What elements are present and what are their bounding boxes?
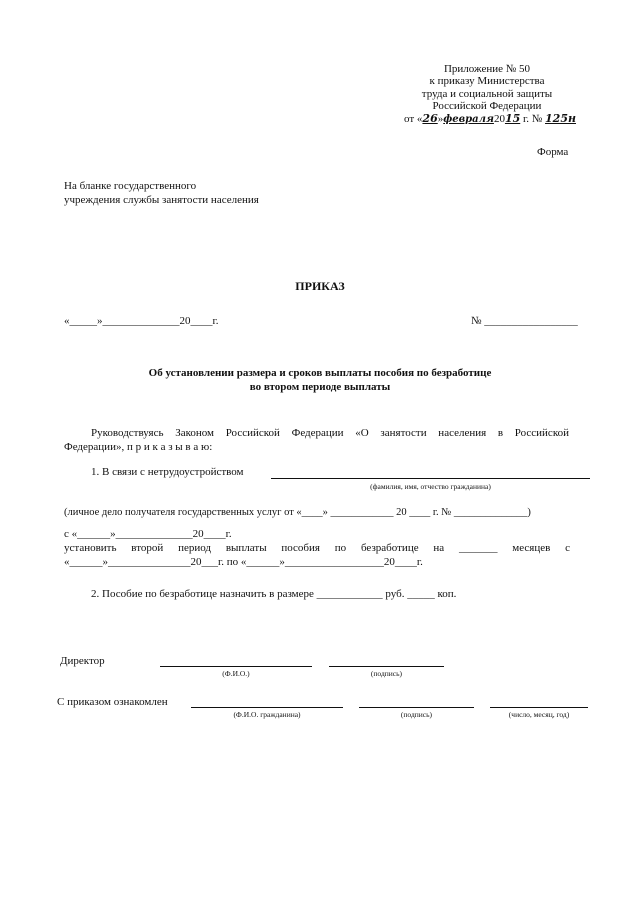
- appendix-date-year-tail: г. №: [520, 113, 543, 125]
- director-sign-caption: (подпись): [370, 669, 403, 678]
- item1-caption: (фамилия, имя, отчество гражданина): [370, 482, 491, 491]
- subject-line-1: Об установлении размера и сроков выплаты пособия по безработице: [148, 367, 492, 379]
- appendix-date-prefix: от «: [404, 113, 423, 125]
- appendix-line-4: Российской Федерации: [432, 100, 542, 112]
- appendix-order-number: 125н: [545, 112, 577, 125]
- order-number: № _________________: [471, 315, 578, 327]
- appendix-line-1: Приложение № 50: [443, 63, 531, 75]
- blank-line-2: учреждения службы занятости населения: [64, 194, 259, 206]
- appendix-date-month: февраля: [443, 114, 494, 125]
- director-sign-line: [329, 666, 444, 667]
- ack-sign-line: [359, 707, 474, 708]
- appendix-date-year-prefix: 20: [493, 113, 505, 125]
- establish-line: установить второй период выплаты пособия по безработице на _______ месяцев с: [64, 542, 570, 554]
- item1-name-line: [271, 478, 590, 479]
- ack-fio-caption: (Ф.И.О. гражданина): [233, 710, 301, 719]
- appendix-line-3: труда и социальной защиты: [421, 88, 553, 100]
- ack-label: С приказом ознакомлен: [57, 696, 168, 708]
- appendix-date-day: 26: [422, 112, 438, 125]
- ack-date-caption: (число, месяц, год): [508, 710, 570, 719]
- period-line: «______»_______________20___г. по «______»__________________20____г.: [64, 556, 423, 568]
- para1-line-2: Федерации», п р и к а з ы в а ю:: [64, 441, 213, 453]
- case-line: (личное дело получателя государственных услуг от «____» ____________ 20 ____ г. № ______________): [64, 507, 531, 518]
- ack-date-line: [490, 707, 588, 708]
- ack-fio-line: [191, 707, 343, 708]
- order-date: «_____»______________20____г.: [64, 315, 219, 327]
- form-label: Форма: [537, 146, 569, 158]
- item1-label: 1. В связи с нетрудоустройством: [91, 466, 244, 478]
- director-fio-line: [160, 666, 312, 667]
- blank-line-1: На бланке государственного: [64, 180, 197, 192]
- para1-line-1: Руководствуясь Законом Российской Федерации «О занятости населения в Российской: [91, 427, 569, 439]
- item2-line: 2. Пособие по безработице назначить в размере ____________ руб. _____ коп.: [91, 588, 457, 600]
- appendix-date-line: [404, 112, 576, 127]
- appendix-date-sep: »: [437, 113, 444, 125]
- ack-sign-caption: (подпись): [400, 710, 433, 719]
- director-label: Директор: [60, 655, 105, 667]
- director-fio-caption: (Ф.И.О.): [222, 669, 250, 678]
- from-line: с «______»______________20____г.: [64, 528, 232, 540]
- document-title: ПРИКАЗ: [295, 279, 345, 293]
- appendix-date-year-suffix: 15: [504, 112, 521, 125]
- subject-line-2: во втором периоде выплаты: [249, 381, 391, 393]
- appendix-line-2: к приказу Министерства: [429, 75, 545, 87]
